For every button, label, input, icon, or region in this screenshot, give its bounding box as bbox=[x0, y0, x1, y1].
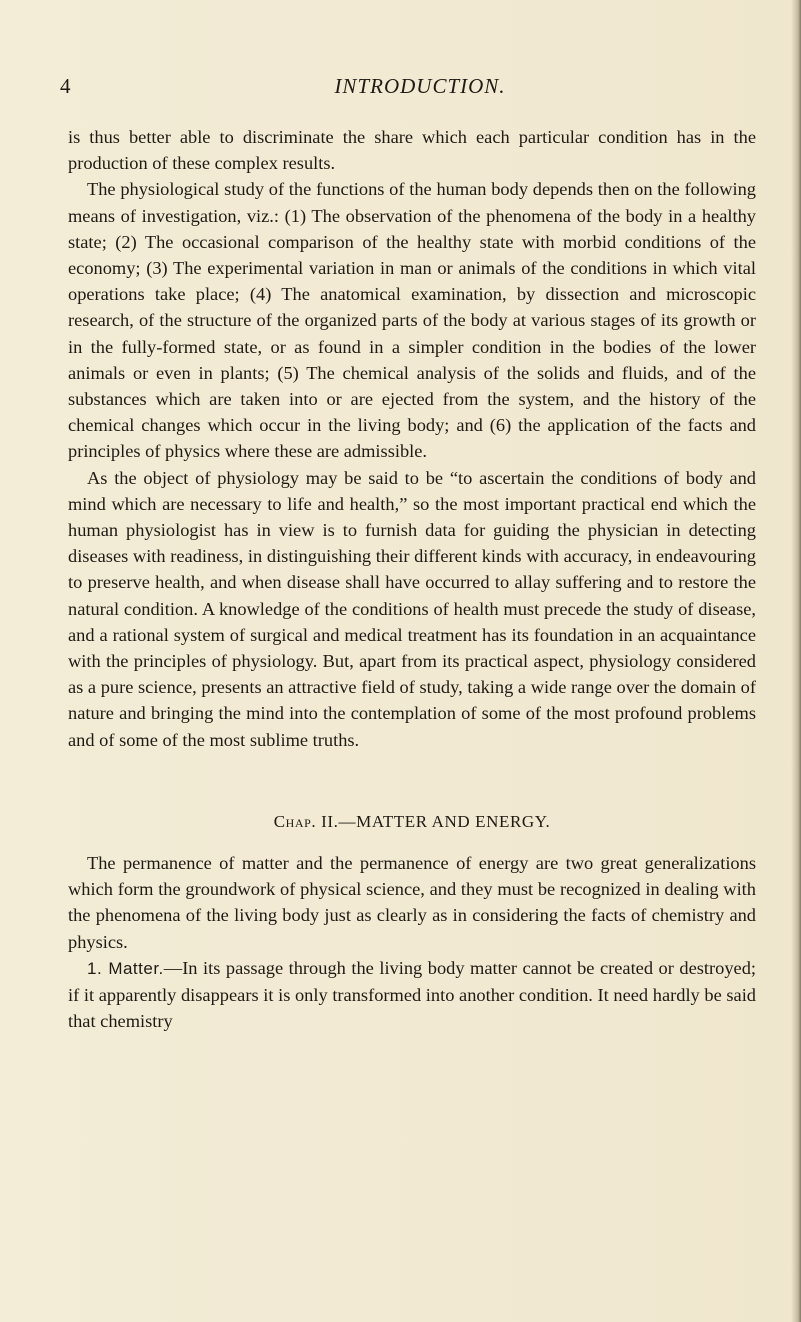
running-title: INTRODUCTION. bbox=[334, 74, 506, 98]
paragraph-permanence: The permanence of matter and the permanence of energy are two great generalizations which form the groundwork of physical science, and they must be recognized in dealing with the phenomena of the living body just as clearly as in considering the facts of chemistry and physics. bbox=[68, 853, 756, 952]
matter-text: —In its passage through the living body matter cannot be created or destroyed; if it apparently disappears it is only transformed into another condition. It need hardly be said that chemistry bbox=[68, 957, 756, 1032]
matter-label: 1. Matter. bbox=[87, 958, 164, 978]
running-head bbox=[60, 74, 760, 104]
paragraph-means-of-investigation: The physiological study of the functions of the human body depends then on the following means of investigation, viz.: (1) The observation of the phenomena of the body in a healthy state; (2) The occasional comparison of the healthy state with morbid conditions of the economy; (3) The experimental variation in man or animals of the conditions in which vital operations take place; (4) The anatomical examination, by dissection and microscopic research, of the structure of the organized parts of the body at various stages of its growth or in the fully-formed state, or as found in a simpler condition in the bodies of the lower animals or even in plants; (5) The chemical analysis of the solids and fluids, and of the substances which are taken into or are ejected from the system, and the history of the chemical changes which occur in the living body; and (6) the application of the facts and principles of physics where these are admissible. bbox=[68, 179, 756, 462]
chapter-heading bbox=[68, 812, 756, 832]
page-edge-shadow bbox=[791, 0, 801, 1322]
chapter-title: II.—MATTER AND ENERGY. bbox=[316, 812, 551, 831]
introduction-text bbox=[68, 124, 756, 753]
paragraph-continuation: is thus better able to discriminate the share which each particular condition has in the production of these complex results. bbox=[68, 127, 756, 174]
chapter-prefix: Chap. bbox=[273, 812, 317, 831]
chapter-text bbox=[68, 850, 756, 1034]
paragraph-matter bbox=[68, 955, 756, 1035]
page-number: 4 bbox=[60, 74, 71, 98]
paragraph-object-of-physiology: As the object of physiology may be said to be “to ascertain the conditions of body and mind which are necessary to life and health,” so the most important practical end which the human physiologist has in view is to furnish data for guiding the physician in detecting diseases with readiness, in distinguishing their different kinds with accuracy, in endeavouring to preserve health, and when disease shall have occurred to allay suffering and to restore the natural condition. A knowledge of the conditions of health must precede the study of disease, and a rational system of surgical and medical treatment has its foundation in an acquaintance with the principles of physiology. But, apart from its practical aspect, physiology considered as a pure science, presents an attractive field of study, taking a wide range over the domain of nature and bringing the mind into the contemplation of some of the most profound problems and of some of the most sublime truths. bbox=[68, 467, 756, 750]
